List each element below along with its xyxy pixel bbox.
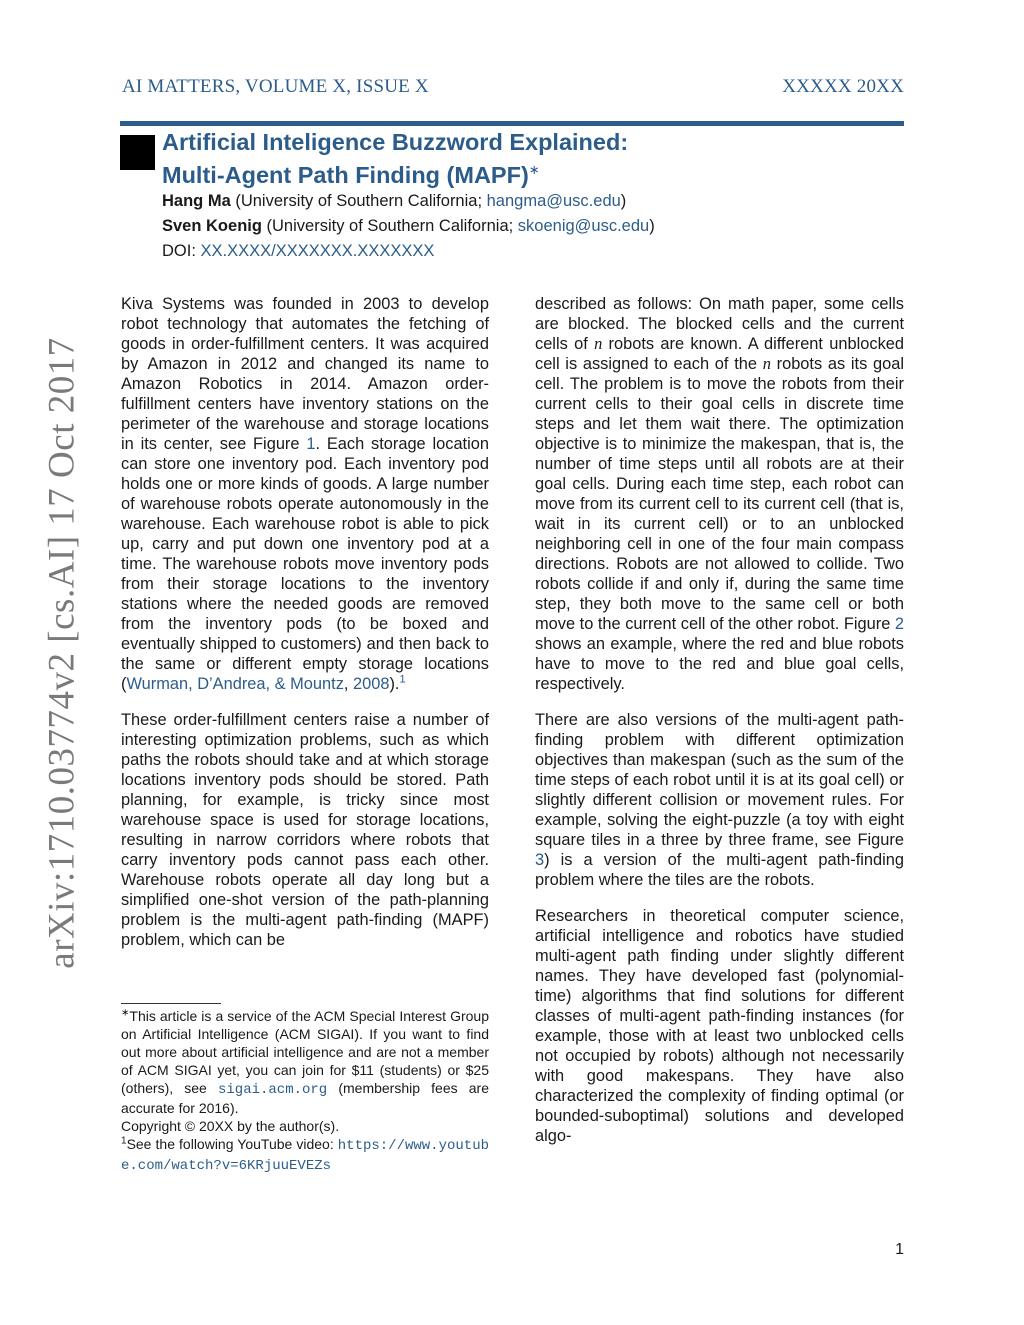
issue-date: XXXXX 20XX xyxy=(782,76,904,97)
paragraph xyxy=(121,294,489,694)
author-affiliation: (University of Southern California; xyxy=(230,192,487,210)
paragraph-text: robots as its goal cell. The problem is to move the robots from their current cells to their goal cells in discrete time steps and let them wait there. The optimization objective is to minimize the makespan, that is, the number of time steps until all robots are at their goal cells. During each time step, each robot can move from its current cell to its current cell (that is, wait in its current cell) or to an unblocked neighboring cell in one of the four main compass directions. Robots are not allowed to collide. Two robots collide if and only if, during the same time step, they both move to the same cell or both move to the current cell of the other robot. Figure xyxy=(535,355,904,633)
youtube-url-link[interactable]: https://www.youtube.com/watch?v=6KRjuuEVEZs xyxy=(121,1138,489,1174)
right-column xyxy=(535,294,904,1162)
affiliation-close: ) xyxy=(620,192,627,210)
paragraph-text: described as follows: On math paper, some cells are blocked. The blocked cells and the current cells of xyxy=(535,295,904,353)
author-email-link[interactable]: skoenig@usc.edu xyxy=(517,217,650,235)
citation-year-link[interactable]: 2008 xyxy=(353,675,390,693)
copyright-notice: Copyright © 20XX by the author(s). xyxy=(121,1118,340,1134)
footnote-mark: ∗ xyxy=(121,1007,130,1019)
footnote-rule xyxy=(121,1003,221,1004)
footnote-star xyxy=(121,1007,489,1117)
paragraph-text: ) is a version of the multi-agent path-finding problem where the tiles are the robots. xyxy=(535,851,904,889)
citation-link[interactable]: Wurman, D’Andrea, & Mountz xyxy=(126,675,344,693)
figure-ref-link[interactable]: 1 xyxy=(306,435,316,453)
paragraph xyxy=(535,294,904,694)
paragraph-text: shows an example, where the red and blue robots have to move to the red and blue goal cells, respectively. xyxy=(535,635,904,693)
math-variable: n xyxy=(594,334,603,353)
paragraph: Researchers in theoretical computer science, artificial intelligence and robotics have studied multi-agent path finding under slightly different names. They have developed fast (polynomial-time) algorithms that find solutions for different classes of multi-agent path-finding instances (for example, those with at least two unblocked cells not occupied by robots) although not necessarily with good makespans. They have also characterized the complexity of finding optimal (or bounded-suboptimal) solutions and developed algo- xyxy=(535,907,904,1145)
footnote-text: This article is a service of the ACM Special Interest Group on Artificial Intelligence (ACM SIGAI). If you want to find out more about artificial intelligence and are not a member of ACM SIGAI yet, you can join for $11 (students) or $25 (others), see xyxy=(121,1008,489,1096)
citation-separator: , xyxy=(343,675,353,693)
section-marker-box xyxy=(120,135,155,170)
footnote-text: (membership fees are accurate for 2016). xyxy=(121,1080,489,1116)
title-line-1: Artificial Inteligence Buzzword Explained: xyxy=(162,129,629,155)
author-1 xyxy=(162,191,626,211)
title-line-2: Multi-Agent Path Finding (MAPF) xyxy=(162,161,529,188)
paragraph-text: ). xyxy=(389,675,400,693)
doi-line xyxy=(162,241,434,261)
footnotes xyxy=(121,1007,489,1175)
doi-link[interactable]: XX.XXXX/XXXXXXX.XXXXXXX xyxy=(200,242,435,260)
author-2 xyxy=(162,216,655,236)
arxiv-stamp: arXiv:1710.03774v2 [cs.AI] 17 Oct 2017 xyxy=(41,337,83,969)
running-head xyxy=(122,76,904,98)
header-rule xyxy=(120,121,904,126)
paragraph-text: . Each storage location can store one inventory pod. Each inventory pod holds one or more kinds of goods. A large number of warehouse robots operate autonomously in the warehouse. Each warehouse robot is able to pick up, carry and put down one inventory pod at a time. The warehouse robots move inventory pods from their storage locations to the inventory stations where the needed goods are removed from the inventory pods (to be boxed and eventually shipped to customers) and then back to the same or different empty storage locations ( xyxy=(121,435,489,693)
figure-ref-link[interactable]: 2 xyxy=(894,615,904,633)
footnote-ref-link[interactable]: 1 xyxy=(399,673,406,686)
paragraph xyxy=(535,710,904,890)
paragraph: These order-fulfillment centers raise a number of interesting optimization problems, such as which paths the robots should take and at which storage locations inventory pods should be stored. Path planning, for example, is tricky since most warehouse space is used for storage locations, resulting in narrow corridors where robots that carry inventory pods cannot pass each other. Warehouse robots operate all day long but a simplified one-shot version of the path-planning problem is the multi-agent path-finding (MAPF) problem, which can be xyxy=(121,711,489,949)
math-variable: n xyxy=(762,354,771,373)
paragraph-text: robots are known. A different unblocked cell is assigned to each of the xyxy=(535,335,904,373)
footnote-mark: 1 xyxy=(121,1135,127,1147)
page-number: 1 xyxy=(895,1241,904,1258)
paper-title xyxy=(162,129,882,189)
doi-label: DOI: xyxy=(162,242,201,260)
journal-name: AI MATTERS, VOLUME X, ISSUE X xyxy=(122,76,429,97)
title-footnote-mark: ∗ xyxy=(528,162,540,177)
author-email-link[interactable]: hangma@usc.edu xyxy=(486,192,621,210)
paragraph-text: There are also versions of the multi-agent path-finding problem with different optimization objectives than makespan (such as the sum of the time steps of each robot until it is at its goal cell) or slightly different collision or movement rules. For example, solving the eight-puzzle (a toy with eight square tiles in a three by three frame, see Figure xyxy=(535,711,904,849)
paragraph-text: Kiva Systems was founded in 2003 to develop robot technology that automates the fetching of goods in order-fulfillment centers. It was acquired by Amazon in 2012 and changed its name to Amazon Robotics in 2014. Amazon order-fulfillment centers have inventory stations on the perimeter of the warehouse and storage locations in its center, see Figure xyxy=(121,295,489,453)
author-name: Hang Ma xyxy=(162,192,231,210)
figure-ref-link[interactable]: 3 xyxy=(535,851,545,869)
author-name: Sven Koenig xyxy=(162,217,262,235)
sigai-url-link[interactable]: sigai.acm.org xyxy=(217,1082,328,1098)
left-column xyxy=(121,294,489,966)
footnote-1 xyxy=(121,1135,489,1175)
author-affiliation: (University of Southern California; xyxy=(261,217,518,235)
footnote-text: See the following YouTube video: xyxy=(126,1136,338,1152)
affiliation-close: ) xyxy=(649,217,655,235)
